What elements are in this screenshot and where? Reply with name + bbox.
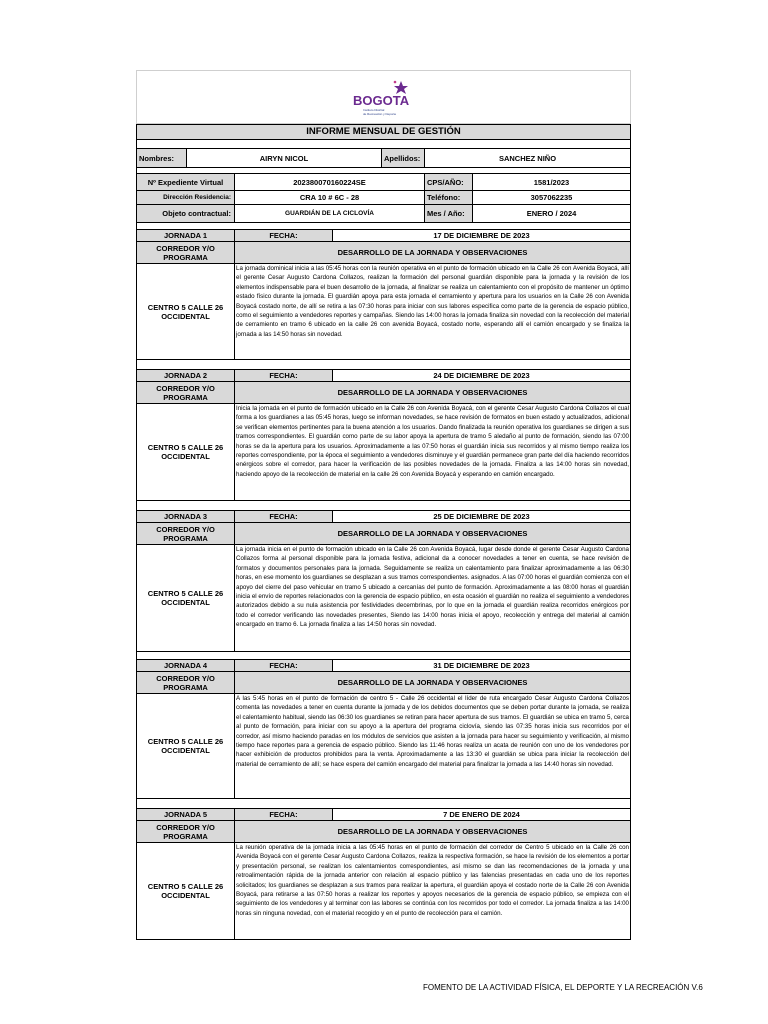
expediente-label: Nº Expediente Virtual (137, 174, 235, 190)
cps-label: CPS/AÑO: (425, 174, 473, 190)
report-title: INFORME MENSUAL DE GESTIÓN (136, 124, 631, 140)
logo-header (136, 70, 631, 124)
nombres-value: AIRYN NICOL (187, 149, 382, 167)
spacer (136, 652, 631, 659)
cps-value: 1581/2023 (533, 177, 570, 187)
footer-text: FOMENTO DE LA ACTIVIDAD FÍSICA, EL DEPORTE Y LA RECREACIÓN V.6 (423, 983, 703, 992)
jornada-header (136, 808, 631, 821)
expediente-row (136, 173, 631, 191)
jornada-subheader (136, 672, 631, 694)
jornada-subheader (136, 242, 631, 264)
objeto-value: GUARDIÁN DE LA CICLOVÍA (235, 205, 425, 222)
jornada-text: A las 5:45 horas en el punto de formación de centro 5 - Calle 26 occidental el líder de ruta encargado Cesar Augusto Cardona Collazos comenta las novedades a tener en cuenta durante la jornada y de los debidos documentos que se deben portar durante la jornada, se realiza el calentamiento habitual, siendo las 06:30 los guardianes se retiran para hacer apertura de sus tramos. El guardián se ubica en tramo 5, cerca al punto de formación, para iniciar con su apoyo a la apertura del programa ciclovía, siendo las 07:35 horas inicia sus recorridos por el corredor, así mismo haciendo paradas en los módulos de servicios que asisten a la jornada para hacer su seguimiento y verificación, al mismo tiempo hace reportes para a gerencia de espacio público. Siendo las 11:46 horas realiza un acata de reunión con uno de los vendedores por hacer exhibición de productos prohibidos para la venta. Aproximadamente a las 13:30 el guardián se ubica para iniciar la recolección del material de cerramiento de allí; se hace espera del camión encargado del material para finalizar la jornada a las 14:40 horas sin novedad. (236, 695, 629, 768)
jornada-subheader (136, 821, 631, 843)
spacer (136, 501, 631, 510)
jornada-text: Inicia la jornada en el punto de formación ubicado en la Calle 26 con Avenida Boyacá, con el gerente Cesar Augusto Cardona Collazos el cual forma a los guardianes a las 05:45 horas, luego se informan novedades, se hace revisión de formatos en buen estado y actualizados, adicional se verifican elementos pertinentes para la buena atención a los usuarios. Dando finalizada la reunión operativa los guardianes se dirigen a sus tramos correspondientes. El guardián como parte de su labor apoya la apertura de tramo 5 aledaño al punto de formación, siendo las 07:00 horas se da la apertura para los usuarios. Aproximadamente a las 07:50 horas el guardián inicia sus recorridos y al mismo tiempo realiza los reportes correspondiente, por la época el seguimiento a vendedores disminuye y el guardián permanece gran parte del día haciendo recorridos enérgicos sobre el corredor, para hacer la verificación de las posibles novedades de la jornada. Finaliza a las 14:00 horas sin novedad, haciendo apoyo de la recolección de material en la calle 26 con Avenida Boyacá y esperando en camión encargado. (236, 405, 629, 478)
jornada-body (136, 545, 631, 652)
desarrollo-label: DESARROLLO DE LA JORNADA Y OBSERVACIONES (235, 672, 630, 693)
objeto-label: Objeto contractual: (137, 205, 235, 222)
nombres-label: Nombres: (137, 149, 187, 167)
centro-label: CENTRO 5 CALLE 26 OCCIDENTAL (137, 264, 235, 359)
corredor-label: CORREDOR Y/O PROGRAMA (137, 523, 235, 544)
jornada-date: 31 DE DICIEMBRE DE 2023 (433, 661, 530, 670)
jornada-body (136, 264, 631, 360)
mes-value: ENERO / 2024 (526, 209, 577, 218)
logo-brand-text: BOGOTA (353, 93, 410, 108)
telefono-label: Teléfono: (425, 191, 473, 204)
fecha-label: FECHA: (235, 370, 333, 381)
jornada-header (136, 369, 631, 382)
jornada-header (136, 510, 631, 523)
jornada-body (136, 694, 631, 799)
jornada-date: 7 DE ENERO DE 2024 (443, 810, 520, 819)
jornada-title: JORNADA 2 (137, 370, 235, 381)
jornada-date: 17 DE DICIEMBRE DE 2023 (433, 231, 530, 240)
logo-sub2-text: de Recreación y Deporte (363, 112, 397, 116)
report-sheet (136, 70, 631, 940)
fecha-label: FECHA: (235, 230, 333, 241)
jornada-title: JORNADA 1 (137, 230, 235, 241)
telefono-value: 3057062235 (530, 193, 573, 202)
jornada-text: La reunión operativa de la jornada inicia a las 05:45 horas en el punto de formación del corredor de Centro 5 ubicado en la Calle 26 con Avenida Boyacá con el gerente Cesar Augusto Cardona Collazos, realiza la respectiva formación, se hace la revisión de los elementos a portar y presentación personal, se realizan los calentamientos correspondientes, así mismo se dan las recomendaciones de la jornada y una retroalimentación rápida de la jornada anterior con relación al espacio público y las falencias presentadas en cada uno de los reportes solicitados; los guardianes se desplazan a sus tramos para realizar la apertura, el guardián apoya el costado norte de la Calle 26 con Avenida Boyacá, para retirarse a las 07:50 horas a realizar los reportes y apoyos necesarios de la gerencia de espacio público, se empieza con el seguimiento de los vendedores y al terminar con las labores se continúa con los recorridos por todo el corredor. La jornada finaliza a las 14:00 horas sin ninguna novedad, con el material recogido y en el punto de recolección para el camión. (236, 844, 629, 917)
spacer (136, 360, 631, 369)
corredor-label: CORREDOR Y/O PROGRAMA (137, 242, 235, 263)
corredor-label: CORREDOR Y/O PROGRAMA (137, 821, 235, 842)
desarrollo-label: DESARROLLO DE LA JORNADA Y OBSERVACIONES (235, 523, 630, 544)
jornada-title: JORNADA 4 (137, 660, 235, 671)
fecha-label: FECHA: (235, 660, 333, 671)
corredor-label: CORREDOR Y/O PROGRAMA (137, 382, 235, 403)
jornada-text: La jornada inicia en el punto de formación ubicado en la Calle 26 con Avenida Boyacá, lugar desde donde el gerente Cesar Augusto Cardona Collazos forma al personal disponible para la jornada festiva, adicional da a conocer novedades a tener en cuenta, se hace revisión de formatos y documentos personales para la jornada. Seguidamente se realiza un calentamiento para finalizar aproximadamente a las 06:30 horas, en ese momento los guardianes se desplazan a sus tramos correspondientes. asignados. A las 07:00 horas el guardián comienza con el apoyo del cierre del paso vehicular en tramo 5 ubicado a cercanías del punto de formación. Aproximadamente a las 08:00 horas el guardián inicia el envío de reportes relacionados con la gerencia de espacio público, en esta ocasión el guardián no realiza el seguimiento a vendedores autorizados debido a su nula asistencia por festividades decembrinas, por lo que en la jornada el guardián realiza recorridos enérgicos por todo el corredor verificando las novedades presentes, Siendo las 14:00 horas inicia el apoyo, recolección y entrega del material al camión encargado en tramo 6. La jornada finaliza a las 14:50 horas sin novedad. (236, 546, 629, 629)
logo-sub1-text: Instituto Distrital (363, 108, 385, 112)
desarrollo-label: DESARROLLO DE LA JORNADA Y OBSERVACIONES (235, 821, 630, 842)
jornada-body (136, 843, 631, 940)
centro-label: CENTRO 5 CALLE 26 OCCIDENTAL (137, 404, 235, 500)
mes-label: Mes / Año: (425, 205, 473, 222)
fecha-label: FECHA: (235, 511, 333, 522)
fecha-label: FECHA: (235, 809, 333, 820)
jornada-title: JORNADA 5 (137, 809, 235, 820)
spacer (136, 140, 631, 148)
centro-label: CENTRO 5 CALLE 26 OCCIDENTAL (137, 694, 235, 798)
jornada-date: 25 DE DICIEMBRE DE 2023 (433, 512, 530, 521)
corredor-label: CORREDOR Y/O PROGRAMA (137, 672, 235, 693)
jornada-body (136, 404, 631, 501)
jornada-date: 24 DE DICIEMBRE DE 2023 (433, 371, 530, 380)
jornada-subheader (136, 523, 631, 545)
jornada-text: La jornada dominical inicia a las 05:45 horas con la reunión operativa en el punto de formación ubicado en la Calle 26 con Avenida Boyacá, allí el gerente Cesar Augusto Cardona Collazos, realizan la formación del personal guardián disponible para la jornada y la revisión de los elementos indispensable para el buen desarrollo de la jornada, al finalizar se realiza un calentamiento con el propósito de mantener un óptimo estado físico durante la jornada. El guardián apoya para esta jornada el cerramiento y apertura para los usuarios en la Calle 26 con Avenida Boyacá costado norte, de allí se retira a las 07:30 horas para iniciar con sus labores especifica como parte de la gerencia de espacio público, como el seguimiento a vendedores reportes y campañas. Siendo las 14:00 horas la jornada finaliza sin novedad con la recolección del material de cerramiento en tramo 6 ubicado en la calle 26 con avenida Boyacá, costado norte, esperando allí el camión encargado y se finaliza la jornada a las 14:50 horas sin novedad. (236, 265, 629, 338)
names-row (136, 148, 631, 168)
centro-label: CENTRO 5 CALLE 26 OCCIDENTAL (137, 545, 235, 651)
centro-label: CENTRO 5 CALLE 26 OCCIDENTAL (137, 843, 235, 939)
desarrollo-label: DESARROLLO DE LA JORNADA Y OBSERVACIONES (235, 382, 630, 403)
apellidos-value: SANCHEZ NIÑO (498, 153, 557, 163)
apellidos-label: Apellidos: (382, 149, 425, 167)
desarrollo-label: DESARROLLO DE LA JORNADA Y OBSERVACIONES (235, 242, 630, 263)
expediente-value: 202380070160224SE (235, 174, 425, 190)
jornada-header (136, 229, 631, 242)
direccion-label: Dirección Residencia: (137, 191, 235, 204)
spacer (136, 799, 631, 808)
direccion-value: CRA 10 # 6C - 28 (235, 191, 425, 204)
jornada-header (136, 659, 631, 672)
bogota-logo (349, 77, 421, 121)
direccion-row (136, 191, 631, 205)
jornada-title: JORNADA 3 (137, 511, 235, 522)
objeto-row (136, 205, 631, 223)
jornada-subheader (136, 382, 631, 404)
